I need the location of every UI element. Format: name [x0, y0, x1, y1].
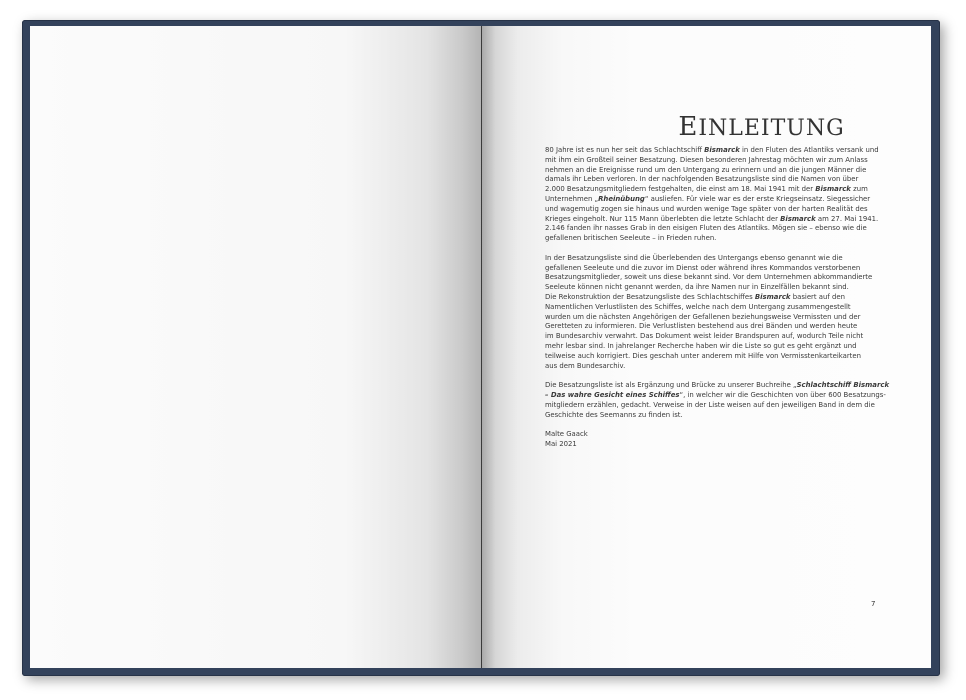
author-name: Malte Gaack [545, 430, 588, 439]
text-line: gefallenen britischen Seeleute – in Frieden ruhen. [545, 234, 717, 243]
text-line: nehmen an die Ereignisse rund um den Untergang zu erinnern und an die jungen Männer die [545, 165, 867, 174]
text-line: mit ihm ein Großteil seiner Besatzung. Diesen besonderen Jahrestag möchten wir zum Anlass [545, 155, 868, 164]
text-line: aus dem Bundesarchiv. [545, 361, 626, 370]
title-initial: E [678, 112, 699, 142]
text-line: Seeleute können nicht genannt werden, da ihre Namen nur in Einzelfällen bekannt sind. [545, 283, 849, 292]
title-rest: INLEITUNG [698, 116, 845, 141]
text-line: In der Besatzungsliste sind die Überlebenden des Untergangs ebenso genannt wie die [545, 253, 843, 262]
signature [545, 430, 880, 450]
text-line: – Das wahre Gesicht eines Schiffes“, in welcher wir die Geschichten von über 600 Besatzungs- [545, 390, 886, 399]
text-line: Besatzungsmitglieder, soweit uns diese bekannt sind. Vor dem Unternehmen abkommandierte [545, 273, 873, 282]
text-line: im Bundesarchiv verwahrt. Das Dokument weist leider Brandspuren auf, wodurch Teile nicht [545, 332, 864, 341]
page-title [482, 112, 931, 142]
text-line: Die Besatzungsliste ist als Ergänzung und Brücke zu unserer Buchreihe „Schlachtschiff Bismarck [545, 381, 890, 390]
emphasis: Bismarck [780, 214, 816, 223]
page-number: 7 [871, 600, 876, 608]
text-line: 80 Jahre ist es nun her seit das Schlachtschiff Bismarck in den Fluten des Atlantiks versank und [545, 146, 879, 154]
body-text [545, 146, 890, 460]
right-page [482, 26, 931, 668]
text-line: Geretteten zu informieren. Die Verlustlisten bestehend aus drei Bänden und werden heute [545, 322, 858, 331]
emphasis: Schlachtschiff Bismarck [796, 381, 890, 390]
text-line: 2.146 fanden ihr nasses Grab in den eisigen Fluten des Atlantiks. Mögen sie – ebenso wie die [545, 224, 867, 233]
text-line: Geschichte des Seemanns zu finden ist. [545, 410, 683, 419]
text-line: 2.000 Besatzungsmitgliedern festgehalten, die einst am 18. Mai 1941 mit der Bismarck zum [545, 185, 868, 194]
left-page [30, 26, 481, 668]
text-line: damals ihr Leben verloren. In der nachfolgenden Besatzungsliste sind die Namen von über [545, 175, 859, 184]
text-line: mitgliedern erzählen, gedacht. Verweise in der Liste weisen auf den jeweiligen Band in dem die [545, 400, 875, 409]
text-line: Die Rekonstruktion der Besatzungsliste des Schlachtschiffes Bismarck basiert auf den [545, 292, 845, 301]
emphasis: Bismarck [815, 185, 851, 194]
text-line: Krieges eingeholt. Nur 115 Mann überlebten die letzte Schlacht der Bismarck am 27. Mai 1941. [545, 214, 879, 223]
text-line: und wagemutig zogen sie hinaus und wurden wenige Tage später von der harten Realität des [545, 204, 868, 213]
paragraph-1 [545, 146, 880, 244]
text-line: mehr lesbar sind. In jahrelanger Recherche haben wir die Liste so gut es geht ergänzt und [545, 341, 857, 350]
emphasis: – Das wahre Gesicht eines Schiffes [545, 390, 680, 399]
signature-date: Mai 2021 [545, 439, 577, 448]
book-cover [22, 20, 940, 676]
text-line: wurden um die nächsten Angehörigen der Gefallenen beziehungsweise Vermissten und der [545, 312, 861, 321]
emphasis: Rheinübung [598, 194, 645, 203]
text-line: gefallenen Seeleute und die zuvor im Dienst oder während ihres Kommandos verstorbenen [545, 263, 861, 272]
text-line: teilweise auch korrigiert. Dies geschah unter anderem mit Hilfe von Vermisstenkarteikarten [545, 351, 861, 360]
text-line: Namentlichen Verlustlisten des Schiffes, welche nach dem Untergang zusammengestellt [545, 302, 851, 311]
paragraph-3 [545, 381, 890, 420]
paragraph-2 [545, 254, 880, 372]
emphasis: Bismarck [704, 146, 740, 154]
emphasis: Bismarck [754, 292, 791, 301]
text-line: Unternehmen „Rheinübung“ ausliefen. Für viele war es der erste Kriegseinsatz. Siegessicher [545, 194, 871, 203]
